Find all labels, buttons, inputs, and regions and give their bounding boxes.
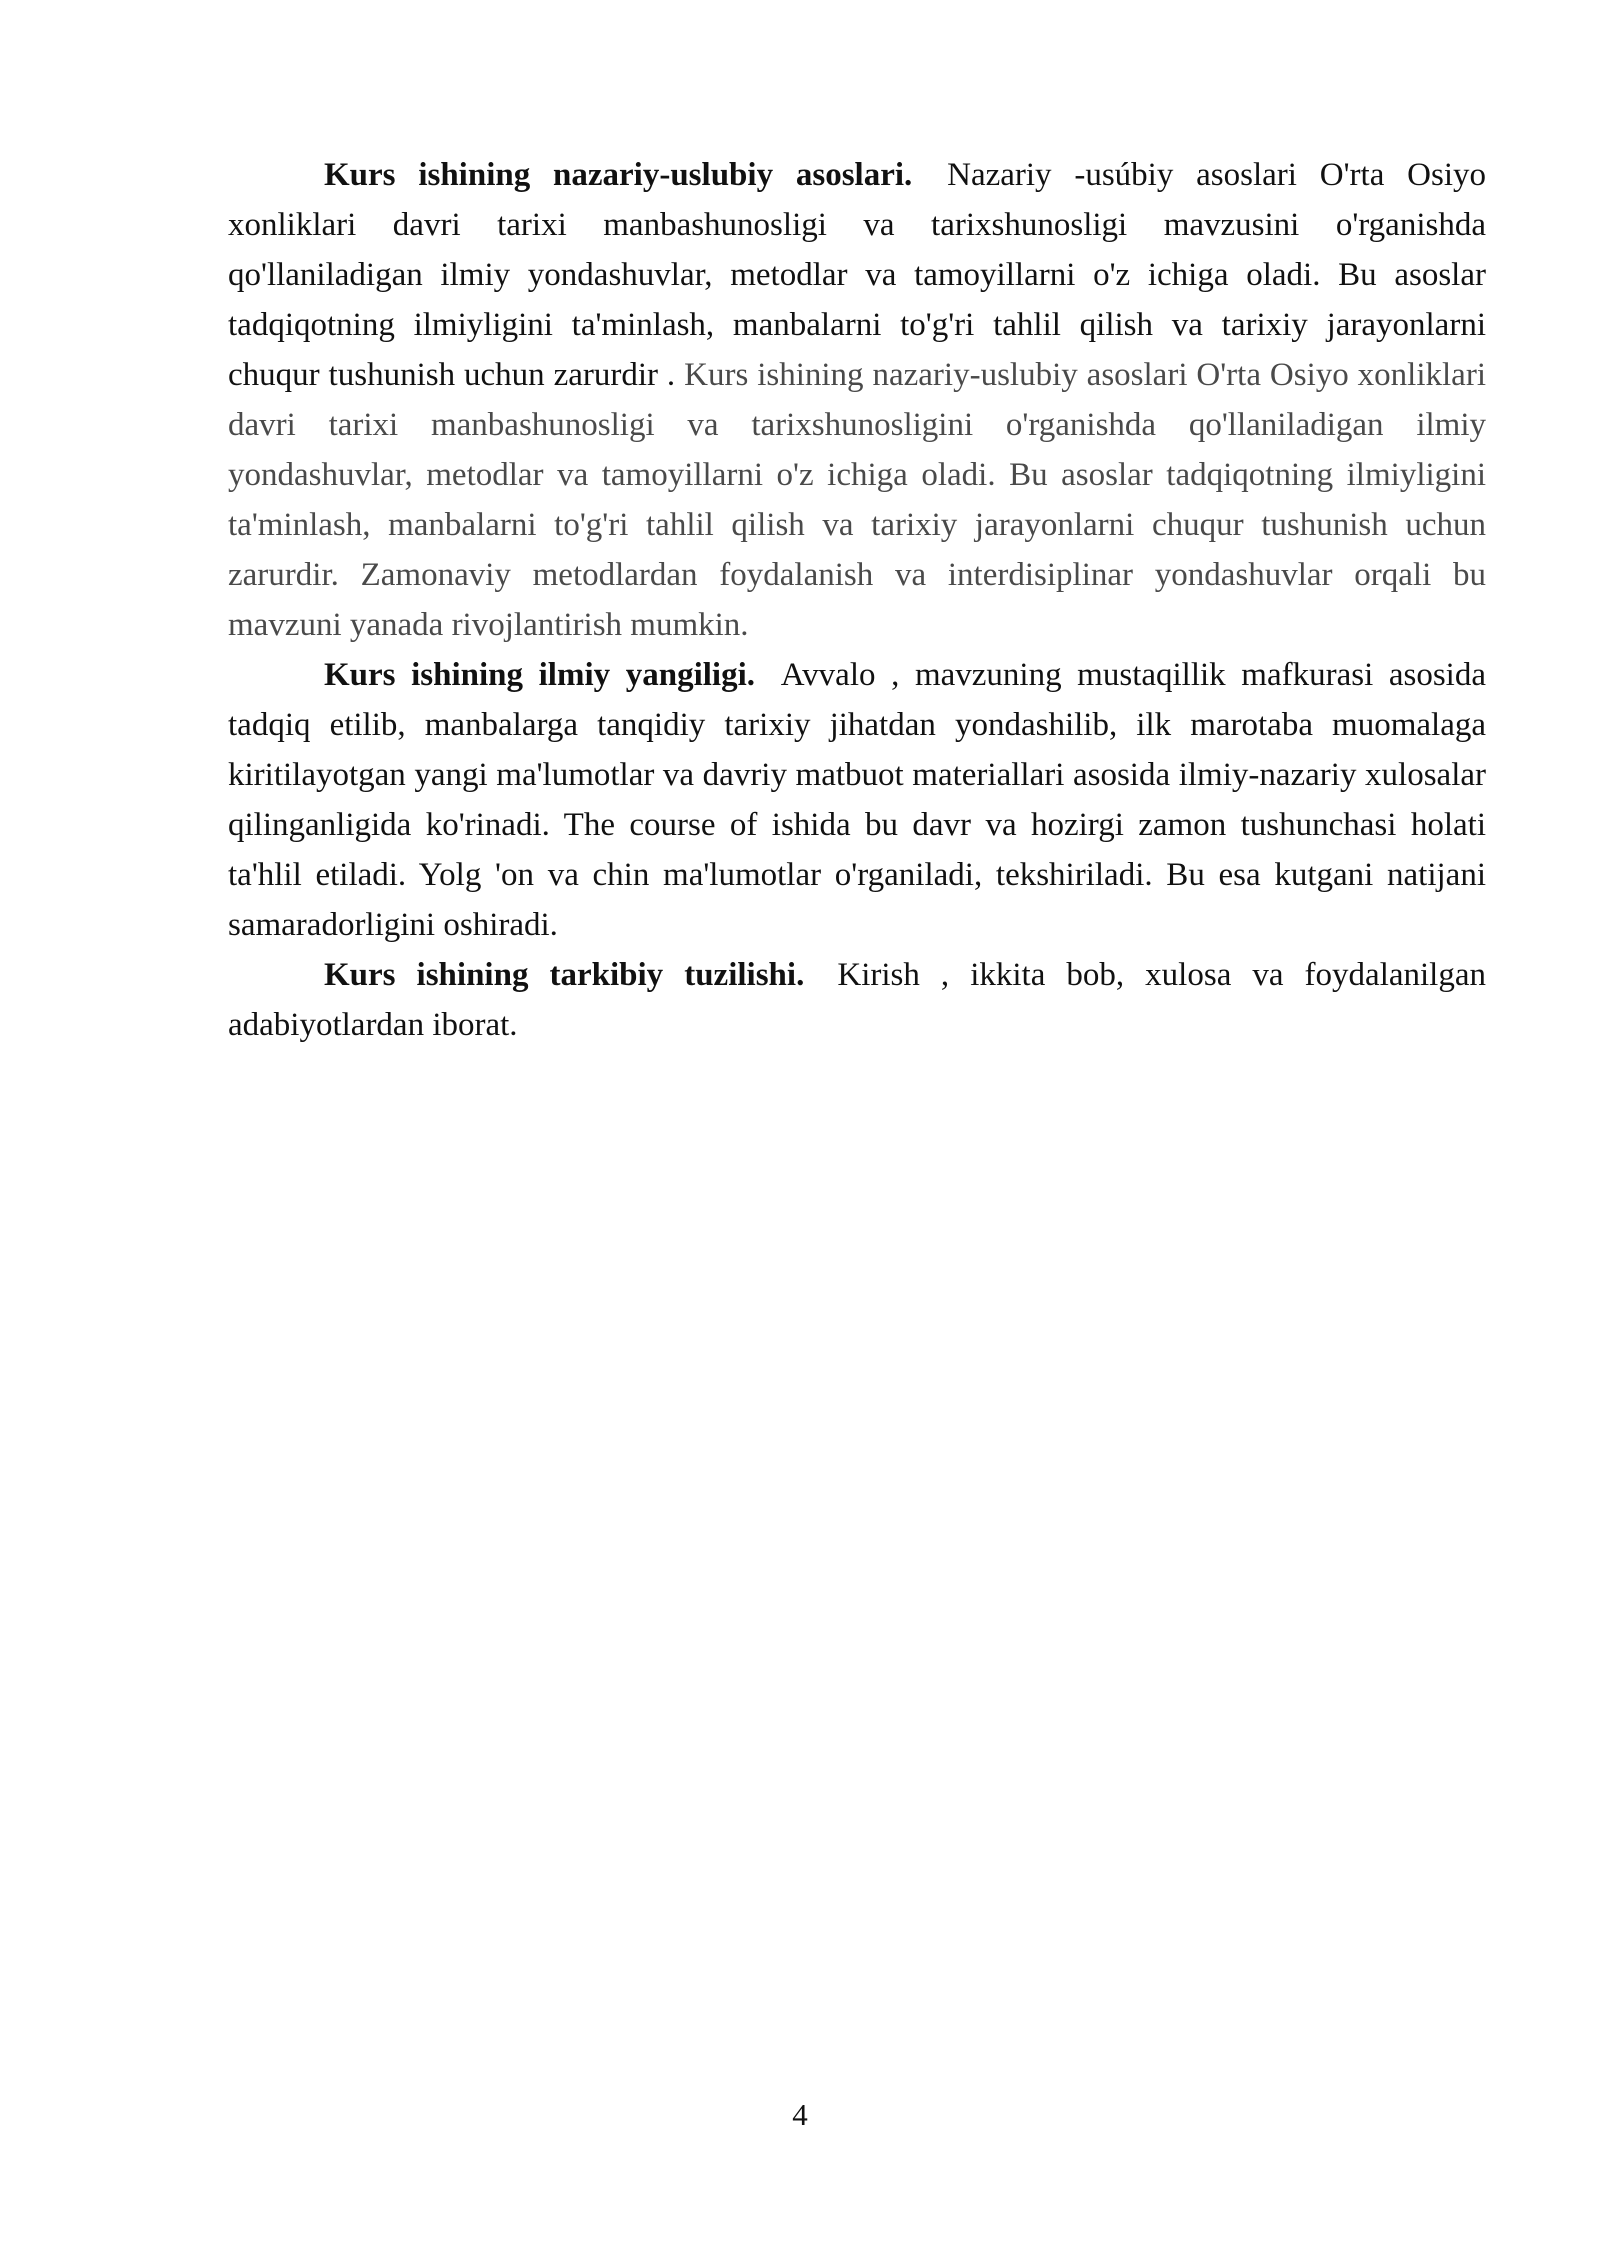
section-body-grey: Kurs ishining nazariy-uslubiy asoslari O'rta Osiyo xonliklari davri tarixi manbashunosligi va tarixshunosligini o'rganishda qo'llaniladigan ilmiy yondashuvlar, metodlar va tamoyillarni o'z ichiga oladi. Bu asoslar tadqiqotning ilmiyligini ta'minlash, manbalarni to'g'ri tahlil qilish va tarixiy jarayonlarni chuqur tushunish uchun zarurdir. Zamonaviy metodlardan foydalanish va interdisiplinar yondashuvlar orqali bu mavzuni yanada rivojlantirish mumkin. — [228, 357, 1486, 643]
section-heading: Kurs ishining nazariy-uslubiy asoslari. — [324, 157, 913, 193]
page-number: 4 — [792, 2097, 808, 2132]
document-page — [228, 150, 1486, 1050]
section-body: Kirish , ikkita bob, xulosa va foydalanilgan adabiyotlardan iborat. — [228, 957, 1486, 1043]
section-heading: Kurs ishining tarkibiy tuzilishi. — [324, 957, 805, 993]
section-theoretical-basis — [228, 150, 1486, 650]
section-heading: Kurs ishining ilmiy yangiligi. — [324, 657, 755, 693]
section-structure — [228, 950, 1486, 1050]
section-body: Nazariy -usúbiy asoslari O'rta Osiyo xonliklari davri tarixi manbashunosligi va tarixshunosligi mavzusini o'rganishda qo'llaniladigan ilmiy yondashuvlar, metodlar va tamoyillarni o'z ichiga oladi. Bu asoslar tadqiqotning ilmiyligini ta'minlash, manbalarni to'g'ri tahlil qilish va tarixiy jarayonlarni chuqur tushunish uchun zarurdir . — [228, 157, 1486, 393]
section-body: Avvalo , mavzuning mustaqillik mafkurasi asosida tadqiq etilib, manbalarga tanqidiy tarixiy jihatdan yondashilib, ilk marotaba muomalaga kiritilayotgan yangi ma'lumotlar va davriy matbuot materiallari asosida ilmiy-nazariy xulosalar qilinganligida ko'rinadi. The course of ishida bu davr va hozirgi zamon tushunchasi holati ta'hlil etiladi. Yolg 'on va chin ma'lumotlar o'rganiladi, tekshiriladi. Bu esa kutgani natijani samaradorligini oshiradi. — [228, 657, 1486, 943]
section-scientific-novelty — [228, 650, 1486, 950]
